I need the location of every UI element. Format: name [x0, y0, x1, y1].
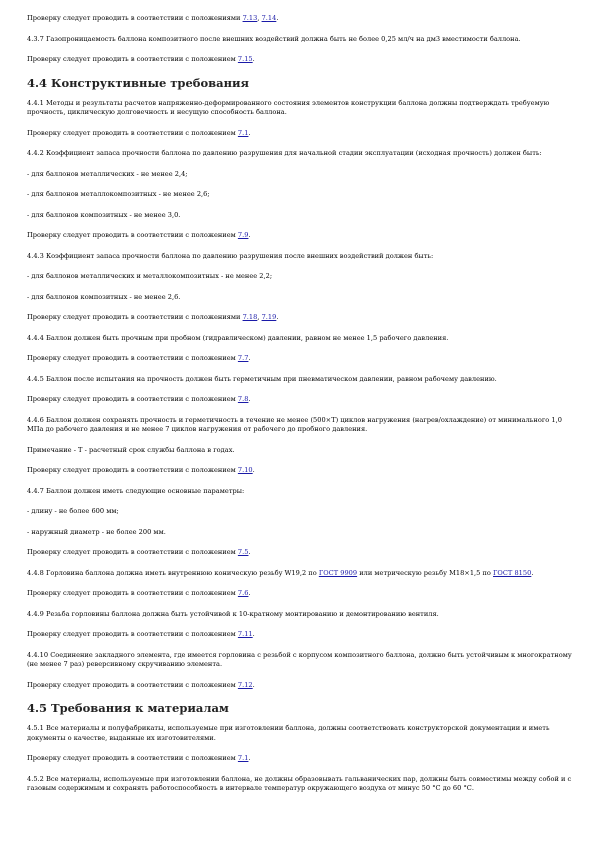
- paragraph: [27, 775, 572, 794]
- reference-link[interactable]: 7.10: [237, 466, 253, 474]
- paragraph-text: 4.4.7 Баллон должен иметь следующие основные параметры:: [27, 486, 245, 495]
- paragraph-text: .: [252, 55, 255, 63]
- reference-link[interactable]: ГОСТ 9909: [318, 568, 358, 577]
- reference-link[interactable]: 7.12: [237, 680, 253, 689]
- paragraph: [27, 272, 572, 282]
- paragraph-text: ,: [257, 313, 262, 321]
- paragraph-text: Проверку следует проводить в соответствии с положением: [27, 548, 238, 556]
- paragraph-text: Проверку следует проводить в соответствии с положениями: [27, 14, 243, 22]
- reference-link[interactable]: 7.5: [237, 548, 249, 556]
- paragraph-text: 4.5.2 Все материалы, используемые при изготовлении баллона, не должны образовывать гальванических пар, должны быть совместимы между собой и с газовым содержимым и сохранять работоспособность в интервале температур окружающего воздуха от минус 50 °С до 60 °С.: [27, 774, 572, 792]
- paragraph-text: - для баллонов металлических и металлокомпозитных - не менее 2,2;: [27, 272, 273, 280]
- paragraph-text: .: [248, 128, 251, 137]
- paragraph: [27, 14, 572, 24]
- paragraph: [27, 651, 572, 670]
- paragraph-text: - для баллонов металлокомпозитных - не менее 2,6;: [27, 190, 210, 198]
- paragraph-text: .: [531, 568, 534, 577]
- paragraph-text: Проверку следует проводить в соответствии с положением: [27, 354, 238, 362]
- paragraph: [27, 252, 572, 262]
- paragraph-text: .: [252, 630, 255, 638]
- paragraph-text: Проверку следует проводить в соответствии с положением: [27, 466, 238, 474]
- reference-link[interactable]: 7.11: [237, 630, 253, 638]
- reference-link[interactable]: 7.13: [242, 14, 258, 22]
- paragraph: [27, 569, 572, 579]
- paragraph: [27, 724, 572, 743]
- paragraph: [27, 589, 572, 599]
- paragraph-text: .: [276, 14, 279, 22]
- paragraph-text: 4.5.1 Все материалы и полуфабрикаты, используемые при изготовлении баллона, должны соответствовать конструкторской документации и иметь документы о качестве, выданные их изготовителями.: [27, 724, 550, 742]
- paragraph-text: .: [248, 354, 251, 362]
- paragraph-text: Проверку следует проводить в соответствии с положением: [27, 630, 238, 638]
- paragraph: [27, 99, 572, 118]
- paragraph: [27, 507, 572, 517]
- paragraph-text: или метрическую резьбу М18×1,5 по: [357, 568, 494, 577]
- paragraph: [27, 334, 572, 344]
- paragraph: [27, 55, 572, 65]
- paragraph: [27, 416, 572, 435]
- reference-link[interactable]: 7.1: [237, 128, 249, 137]
- paragraph: [27, 190, 572, 200]
- paragraph-text: .: [248, 589, 251, 597]
- paragraph-text: Проверку следует проводить в соответствии с положениями: [27, 313, 243, 321]
- reference-link[interactable]: 7.15: [237, 55, 253, 63]
- paragraph-text: 4.4.5 Баллон после испытания на прочность должен быть герметичным при пневматическом давлении, равном рабочему давлению.: [27, 374, 497, 383]
- paragraph-text: 4.4.6 Баллон должен сохранять прочность и герметичность в течение не менее (500×Т) циклов нагружения (нагрев/охлаждение) от минимального 1,0 МПа до рабочего давления и не менее 7 циклов нагружения от рабочего до пробного давления.: [27, 415, 562, 433]
- document-page: [27, 14, 572, 805]
- paragraph-text: - для баллонов композитных - не менее 3,0.: [27, 210, 181, 219]
- reference-link[interactable]: 7.1: [237, 754, 249, 762]
- paragraph-text: 4.4.8 Горловина баллона должна иметь внутреннюю коническую резьбу W19,2 по: [27, 568, 319, 577]
- paragraph-text: Проверку следует проводить в соответствии с положением: [27, 55, 238, 63]
- paragraph: [27, 354, 572, 364]
- paragraph-text: .: [276, 313, 279, 321]
- paragraph: [27, 487, 572, 497]
- paragraph: [27, 466, 572, 476]
- paragraph-text: - для баллонов композитных - не менее 2,6.: [27, 292, 181, 301]
- paragraph-text: Проверку следует проводить в соответствии с положением: [27, 754, 238, 762]
- paragraph: [27, 293, 572, 303]
- paragraph-text: Проверку следует проводить в соответствии с положением: [27, 395, 238, 403]
- paragraph: [27, 630, 572, 640]
- paragraph-text: .: [252, 680, 255, 689]
- paragraph-text: .: [248, 231, 251, 239]
- paragraph-text: Примечание - Т - расчетный срок службы баллона в годах.: [27, 445, 235, 454]
- paragraph-text: - для баллонов металлических - не менее 2,4;: [27, 169, 188, 178]
- paragraph: [27, 528, 572, 538]
- paragraph-text: 4.4.4 Баллон должен быть прочным при пробном (гидравлическом) давлении, равном не менее 1,5 рабочего давления.: [27, 333, 449, 342]
- paragraph-text: 4.4.2 Коэффициент запаса прочности баллона по давлению разрушения для начальной стадии эксплуатации (исходная прочность) должен быть:: [27, 149, 542, 157]
- paragraph: [27, 395, 572, 405]
- paragraph-text: .: [248, 395, 251, 403]
- paragraph: [27, 170, 572, 180]
- paragraph: [27, 211, 572, 221]
- paragraph: [27, 754, 572, 764]
- paragraph: [27, 610, 572, 620]
- paragraph-text: .: [252, 466, 255, 474]
- reference-link[interactable]: 7.8: [237, 395, 249, 403]
- paragraph-text: Проверку следует проводить в соответствии с положением: [27, 231, 238, 239]
- paragraph: [27, 446, 572, 456]
- paragraph-text: 4.4.3 Коэффициент запаса прочности баллона по давлению разрушения после внешних воздействий должен быть:: [27, 251, 434, 260]
- paragraph-text: .: [248, 754, 251, 762]
- paragraph-text: Проверку следует проводить в соответствии с положением: [27, 128, 238, 137]
- reference-link[interactable]: 7.6: [237, 589, 249, 597]
- paragraph-text: 4.4.1 Методы и результаты расчетов напряженно-деформированного состояния элементов конструкции баллона должны подтверждать требуемую прочность, циклическую долговечность и несущую способность баллона.: [27, 98, 550, 116]
- paragraph: [27, 548, 572, 558]
- reference-link[interactable]: 7.7: [237, 354, 249, 362]
- paragraph-text: - наружный диаметр - не более 200 мм.: [27, 527, 166, 536]
- paragraph: [27, 231, 572, 241]
- reference-link[interactable]: ГОСТ 8150: [493, 568, 532, 577]
- paragraph-text: 4.3.7 Газопроницаемость баллона композитного после внешних воздействий должна быть не более 0,25 мл/ч на дм3 вместимости баллона.: [27, 34, 521, 43]
- paragraph-text: Проверку следует проводить в соответствии с положением: [27, 589, 238, 597]
- section-heading: 4.4 Конструктивные требования: [27, 75, 250, 90]
- reference-link[interactable]: 7.9: [237, 231, 249, 239]
- paragraph: [27, 149, 572, 159]
- paragraph-text: ,: [257, 14, 262, 22]
- reference-link[interactable]: 7.18: [242, 313, 258, 321]
- paragraph: [27, 129, 572, 139]
- reference-link[interactable]: 7.14: [261, 14, 277, 22]
- paragraph-text: .: [248, 548, 251, 556]
- paragraph-text: - длину - не более 600 мм;: [27, 507, 119, 515]
- paragraph-text: 4.4.10 Соединение закладного элемента, где имеется горловина с резьбой с корпусом композитного баллона, должно быть устойчивым к многократному (не менее 7 раз) реверсивному скручиванию элемента.: [27, 650, 572, 668]
- paragraph: [27, 375, 572, 385]
- reference-link[interactable]: 7.19: [261, 313, 277, 321]
- paragraph: [27, 35, 572, 45]
- paragraph: [27, 313, 572, 323]
- paragraph-text: 4.4.9 Резьба горловины баллона должна быть устойчивой к 10-кратному монтированию и демонтированию вентиля.: [27, 609, 439, 618]
- paragraph-text: Проверку следует проводить в соответствии с положением: [27, 680, 238, 689]
- paragraph: [27, 681, 572, 691]
- section-heading: 4.5 Требования к материалам: [27, 701, 229, 715]
